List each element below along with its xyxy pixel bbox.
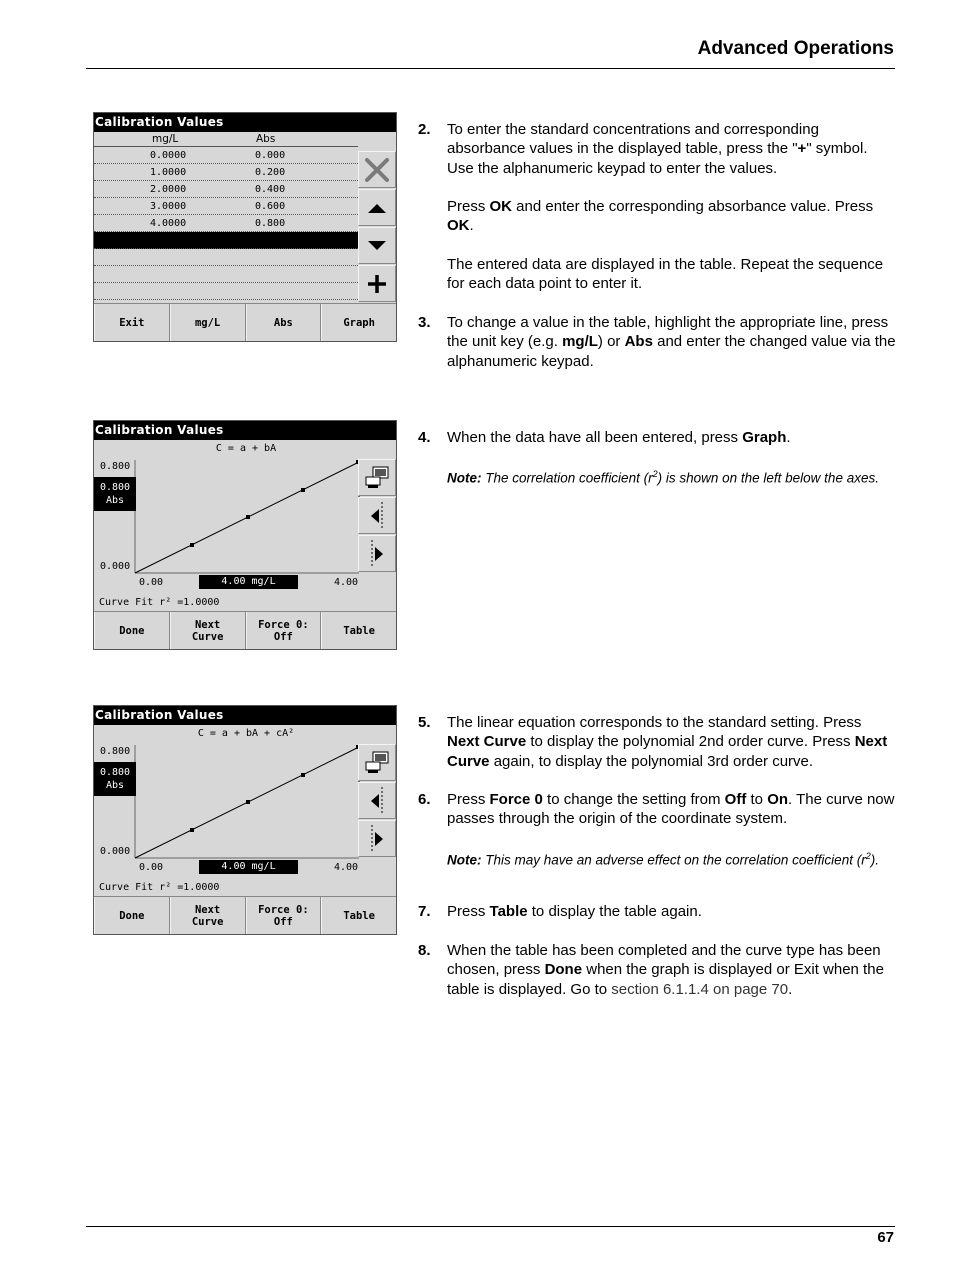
data-point — [246, 800, 250, 804]
y-axis-selected-value[interactable]: 0.800 Abs — [94, 762, 136, 796]
step-text: When the data have all been entered, press Graph. — [447, 429, 791, 446]
y-axis-max-label: 0.800 — [100, 461, 131, 472]
y-axis-min-label: 0.000 — [100, 846, 131, 857]
add-button[interactable] — [358, 265, 396, 302]
table-row-empty[interactable] — [94, 266, 358, 283]
step-number: 5. — [418, 714, 431, 731]
curve-fit-readout: Curve Fit r² =1.0000 — [99, 597, 220, 608]
next-curve-softkey[interactable]: Next Curve — [170, 897, 246, 934]
cursor-left-icon — [367, 786, 387, 816]
step-text: When the table has been completed and the curve type has been chosen, press Done when the graph is displayed or Exit when the table is displayed. Go to section 6.1.1.4 on page 70. — [447, 942, 884, 998]
table-row[interactable]: 1.0000 0.200 — [94, 164, 358, 181]
step-text: The linear equation corresponds to the standard setting. Press Next Curve to display the polynomial 2nd order curve. Press Next Curve again, to display the polynomial 3rd order curve. — [447, 714, 888, 770]
side-buttons — [358, 151, 396, 303]
step-number: 4. — [418, 429, 431, 446]
absorbance-softkey[interactable]: Abs — [246, 304, 322, 341]
step-number: 6. — [418, 791, 431, 808]
concentration-unit-softkey[interactable]: mg/L — [170, 304, 246, 341]
y-axis-selected-value[interactable]: 0.800 Abs — [94, 477, 136, 511]
data-point — [190, 828, 194, 832]
table-row-selected[interactable] — [94, 232, 358, 249]
cursor-left-button[interactable] — [358, 782, 396, 819]
step-text: The entered data are displayed in the table. Repeat the sequence for each data point to enter it. — [447, 256, 884, 293]
softkey-bar — [94, 303, 396, 341]
step-number: 7. — [418, 903, 431, 920]
calibration-graph-screen-linear — [93, 420, 397, 650]
force-zero-softkey[interactable]: Force 0: Off — [246, 897, 322, 934]
plus-icon — [366, 273, 388, 295]
cursor-right-button[interactable] — [358, 535, 396, 572]
step-text: To change a value in the table, highlight the appropriate line, press the unit key (e.g. mg/L) or Abs and enter the changed value via the alphanumeric keypad. — [447, 314, 896, 370]
note: Note: This may have an adverse effect on the correlation coefficient $(r^2)$. — [447, 851, 879, 868]
table-row[interactable]: 2.0000 0.400 — [94, 181, 358, 198]
table-row[interactable]: 3.0000 0.600 — [94, 198, 358, 215]
screen-title: Calibration Values — [94, 706, 396, 725]
table-row-empty[interactable] — [94, 283, 358, 300]
section-link[interactable]: section 6.1.1.4 on page 70 — [611, 980, 789, 998]
x-axis-max-label: 4.00 — [334, 577, 359, 588]
scroll-up-button[interactable] — [358, 189, 396, 226]
page-number: 67 — [877, 1229, 894, 1246]
step-text: Press Force 0 to change the setting from Off to On. The curve now passes through the origin of the coordinate system. — [447, 791, 895, 828]
cursor-left-button[interactable] — [358, 497, 396, 534]
y-axis-max-label: 0.800 — [100, 746, 131, 757]
page-header-title: Advanced Operations — [697, 38, 894, 59]
step-number: 8. — [418, 942, 431, 959]
step-number: 2. — [418, 121, 431, 138]
data-point — [190, 543, 194, 547]
table-softkey[interactable]: Table — [321, 612, 396, 649]
side-buttons — [358, 459, 396, 573]
column-header-concentration: mg/L — [152, 133, 179, 145]
data-point — [246, 515, 250, 519]
arrow-up-icon — [367, 202, 387, 214]
cursor-right-icon — [367, 539, 387, 569]
y-axis-min-label: 0.000 — [100, 561, 131, 572]
side-buttons — [358, 744, 396, 858]
exit-softkey[interactable]: Exit — [94, 304, 170, 341]
table-softkey[interactable]: Table — [321, 897, 396, 934]
done-softkey[interactable]: Done — [94, 897, 170, 934]
header-rule — [86, 68, 895, 69]
graph-softkey[interactable]: Graph — [321, 304, 396, 341]
cursor-right-icon — [367, 824, 387, 854]
data-point — [301, 773, 305, 777]
softkey-bar — [94, 896, 396, 934]
step-text: Press Table to display the table again. — [447, 903, 702, 920]
x-axis-min-label: 0.00 — [139, 862, 164, 873]
table-rows — [94, 146, 358, 300]
x-axis-min-label: 0.00 — [139, 577, 164, 588]
computer-printer-icon — [364, 466, 390, 490]
screen-title: Calibration Values — [94, 421, 396, 440]
done-softkey[interactable]: Done — [94, 612, 170, 649]
table-row[interactable]: 4.0000 0.800 — [94, 215, 358, 232]
table-row[interactable]: 0.0000 0.000 — [94, 147, 358, 164]
equation-label: C = a + bA + cA² — [197, 728, 295, 739]
table-header — [94, 132, 358, 146]
delete-x-icon — [364, 157, 390, 183]
step-number: 3. — [418, 314, 431, 331]
x-axis-max-label: 4.00 — [334, 862, 359, 873]
softkey-bar — [94, 611, 396, 649]
force-zero-softkey[interactable]: Force 0: Off — [246, 612, 322, 649]
cursor-right-button[interactable] — [358, 820, 396, 857]
note: Note: The correlation coefficient $(r^2)$ is shown on the left below the axes. — [447, 469, 879, 486]
scroll-down-button[interactable] — [358, 227, 396, 264]
equation-label: C = a + bA — [215, 443, 277, 454]
curve-fit-readout: Curve Fit r² =1.0000 — [99, 882, 220, 893]
print-data-button[interactable] — [358, 459, 396, 496]
next-curve-softkey[interactable]: Next Curve — [170, 612, 246, 649]
calibration-table-screen — [93, 112, 397, 342]
calibration-graph-screen-polynomial — [93, 705, 397, 935]
x-axis-selected-value[interactable]: 4.00 mg/L — [199, 860, 298, 874]
delete-button[interactable] — [358, 151, 396, 188]
x-axis-selected-value[interactable]: 4.00 mg/L — [199, 575, 298, 589]
cursor-left-icon — [367, 501, 387, 531]
column-header-absorbance: Abs — [256, 133, 276, 145]
step-text: To enter the standard concentrations and corresponding absorbance values in the displayed table, press the "+" symbol. Use the alphanumeric keypad to enter the values. — [447, 121, 868, 177]
table-row-empty[interactable] — [94, 249, 358, 266]
computer-printer-icon — [364, 751, 390, 775]
screen-title: Calibration Values — [94, 113, 396, 132]
arrow-down-icon — [367, 240, 387, 252]
data-point — [301, 488, 305, 492]
print-data-button[interactable] — [358, 744, 396, 781]
footer-rule — [86, 1226, 895, 1227]
step-text: Press OK and enter the corresponding absorbance value. Press OK. — [447, 198, 874, 235]
